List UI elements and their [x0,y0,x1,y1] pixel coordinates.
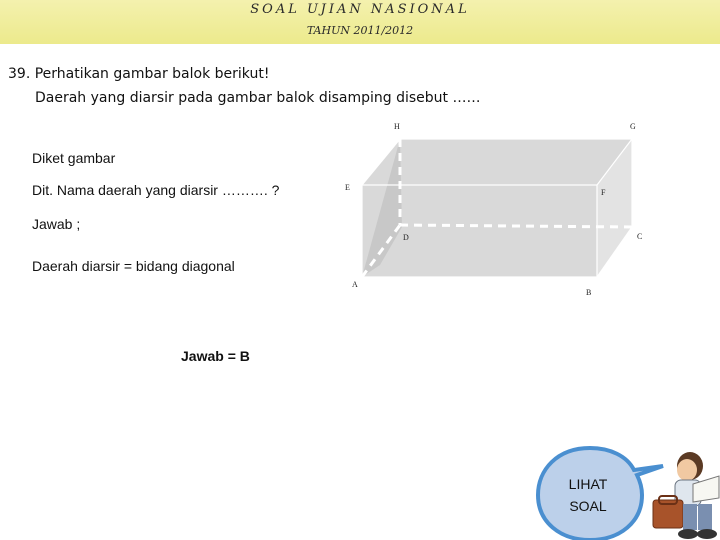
vertex-label-d: D [403,233,409,242]
vertex-label-g: G [630,122,636,131]
exam-year: TAHUN 2011/2012 [306,24,414,37]
vertex-label-c: C [637,232,643,241]
vertex-label-a: A [352,280,358,289]
top-face-shade [362,139,632,185]
vertex-label-f: F [601,188,606,197]
cuboid-figure [340,115,670,300]
jawab-label: Jawab ; [32,216,81,232]
soal-label[interactable]: SOAL [569,498,607,514]
lihat-label[interactable]: LIHAT [568,476,608,492]
vertex-label-h: H [394,122,400,131]
header-bar [0,0,720,44]
answer-prefix: Daerah diarsir = [32,258,136,274]
ditanya-text: Dit. Nama daerah yang diarsir ………. ? [32,182,280,198]
question-text: Daerah yang diarsir pada gambar balok disamping disebut …… [35,90,481,106]
diket-text: Diket gambar [32,150,116,166]
question-title: 39. Perhatikan gambar balok berikut! [8,66,270,82]
answer-line [32,258,235,274]
vertex-label-e: E [345,183,350,192]
page-title: SOAL UJIAN NASIONAL [250,2,470,17]
answer-term: bidang diagonal [135,258,235,274]
lihat-soal-button[interactable] [553,473,623,517]
final-answer: Jawab = B [181,348,250,364]
vertex-label-b: B [586,288,592,297]
